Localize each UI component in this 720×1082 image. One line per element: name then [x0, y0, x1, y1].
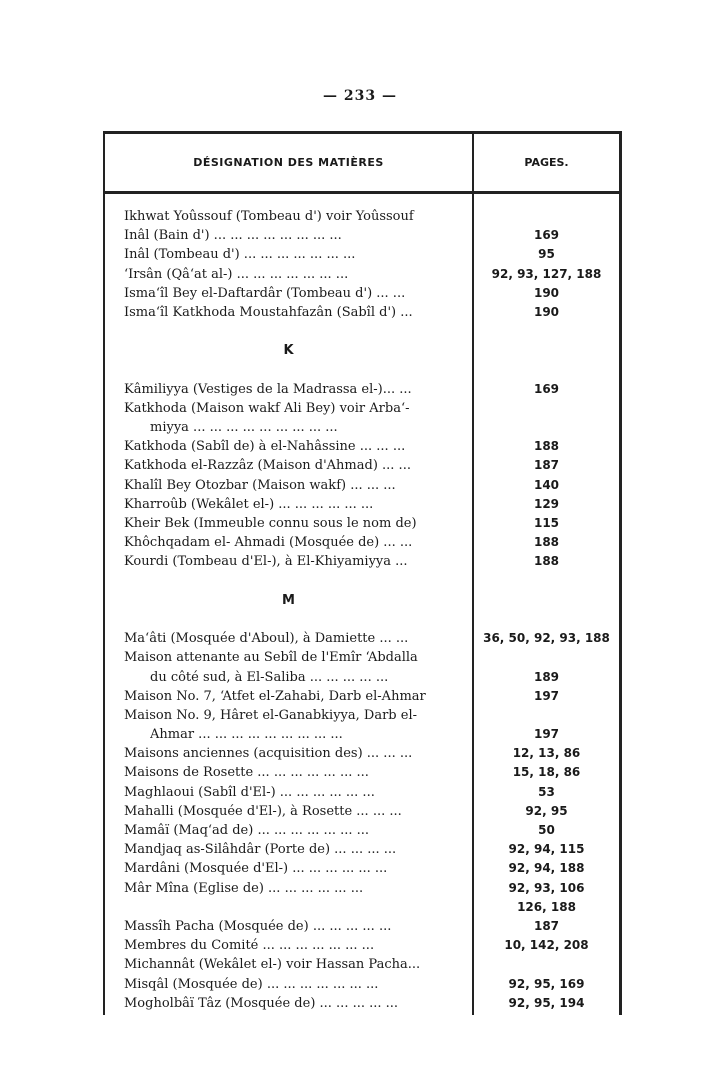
entry-designation: Kheir Bek (Immeuble connu sous le nom de) [124, 516, 417, 531]
entry-pages: 15, 18, 86 [512, 765, 581, 780]
entry-pages: 129 [533, 496, 560, 511]
entry-designation: Misqâl (Mosquée de) ... ... ... ... ... ... ... [124, 976, 379, 992]
entry-pages: 95 [538, 247, 555, 262]
index-entry [105, 802, 619, 821]
entry-designation: Maison No. 7, ʻAtfet el-Zahabi, Darb el-Ahmar [124, 688, 426, 704]
entry-designation: miyya ... ... ... ... ... ... ... ... ... [150, 420, 338, 436]
index-entry [105, 361, 619, 380]
entry-designation: Katkhoda (Sabîl de) à el-Nahâssine ... ... ... [124, 439, 406, 455]
entry-designation: Mahalli (Mosquée d'El-), à Rosette ... ... ... [124, 803, 402, 819]
entry-designation: Inâl (Tombeau d') ... ... ... ... ... ... ... [124, 247, 356, 263]
entry-designation: Mardâni (Mosquée d'El-) ... ... ... ... ... ... [124, 861, 388, 877]
entry-designation: Maison No. 9, Hâret el-Ganabkiyya, Darb el- [124, 707, 417, 723]
index-entry [105, 821, 619, 840]
index-entries [105, 207, 619, 1013]
entry-designation: Maghlaoui (Sabîl d'El-) ... ... ... ... ... ... [124, 784, 375, 800]
entry-pages: 189 [533, 669, 560, 684]
index-entry [105, 610, 619, 629]
entry-pages: 10, 142, 208 [504, 938, 589, 953]
entry-pages: 92, 93, 106 [508, 880, 585, 895]
index-entry [105, 783, 619, 802]
section-letter [105, 591, 619, 610]
entry-pages: 188 [533, 535, 560, 550]
index-entry [105, 207, 619, 226]
index-entry [105, 917, 619, 936]
entry-pages: 187 [533, 918, 560, 933]
entry-designation: Mandjaq as-Silâhdâr (Porte de) ... ... ... ... [124, 842, 397, 858]
entry-designation: Khôchqadam el- Ahmadi (Mosquée de) ... ... [124, 535, 413, 551]
index-entry [105, 418, 619, 437]
index-entry [105, 245, 619, 264]
entry-pages: 12, 13, 86 [512, 746, 581, 761]
index-entry [105, 552, 619, 571]
index-entry [105, 763, 619, 782]
entry-designation: Maisons de Rosette ... ... ... ... ... ... ... [124, 765, 369, 781]
section-letter-label: K [283, 343, 294, 359]
index-entry [105, 706, 619, 725]
entry-pages: 92, 95 [525, 803, 568, 818]
entry-designation: Katkhoda el-Razzâz (Maison d'Ahmad) ... ... [124, 458, 411, 474]
index-entry [105, 456, 619, 475]
index-entry [105, 744, 619, 763]
entry-pages: 140 [533, 477, 560, 492]
entry-pages: 188 [533, 554, 560, 569]
index-entry [105, 687, 619, 706]
index-entry [105, 495, 619, 514]
entry-designation: Mogholbâï Tâz (Mosquée de) ... ... ... ... ... [124, 995, 399, 1011]
entry-designation: Maʻâti (Mosquée d'Aboul), à Damiette ... ... [124, 631, 409, 647]
entry-designation: Kharroûb (Wekâlet el-) ... ... ... ... ... ... [124, 496, 374, 512]
entry-pages: 169 [533, 381, 560, 396]
index-entry [105, 380, 619, 399]
entry-pages: 190 [533, 285, 560, 300]
designation-header: DÉSIGNATION DES MATIÈRES [193, 156, 384, 169]
entry-designation: Inâl (Bain d') ... ... ... ... ... ... ... ... [124, 228, 342, 244]
entry-pages: 115 [533, 516, 560, 530]
index-entry [105, 476, 619, 495]
index-entry [105, 265, 619, 284]
entry-designation: Ismaʻîl Katkhoda Moustahfazân (Sabîl d') ... [124, 304, 413, 320]
entry-pages: 169 [533, 228, 560, 243]
entry-pages: 92, 94, 115 [508, 842, 585, 857]
section-letter-label: M [282, 592, 295, 608]
entry-designation: Ahmar ... ... ... ... ... ... ... ... ... [150, 727, 343, 743]
index-entry [105, 437, 619, 456]
index-entry [105, 572, 619, 591]
entry-designation: Katkhoda (Maison wakf Ali Bey) voir Arbaʻ- [124, 400, 410, 416]
entry-designation: Khalîl Bey Otozbar (Maison wakf) ... ... ... [124, 477, 396, 493]
index-entry [105, 322, 619, 341]
entry-pages: 36, 50, 92, 93, 188 [483, 631, 610, 646]
index-entry [105, 725, 619, 744]
entry-pages: 197 [533, 727, 560, 742]
entry-designation: Ikhwat Yoûssouf (Tombeau d') voir Yoûssouf [124, 209, 414, 224]
entry-pages: 50 [538, 823, 555, 837]
index-entry [105, 955, 619, 974]
index-entry [105, 994, 619, 1013]
entry-pages: 92, 94, 188 [508, 861, 585, 876]
index-entry [105, 303, 619, 322]
page-number: — 233 — [323, 88, 397, 104]
pages-header: PAGES. [524, 156, 569, 169]
index-entry [105, 840, 619, 859]
index-entry [105, 898, 619, 917]
entry-designation: Michannât (Wekâlet el-) voir Hassan Pacha... [124, 957, 421, 973]
entry-designation: Kâmiliyya (Vestiges de la Madrassa el-)... ... [124, 381, 412, 397]
table-header [105, 134, 619, 194]
entry-designation: du côté sud, à El-Saliba ... ... ... ... ... [150, 669, 389, 685]
entry-designation: Maison attenante au Sebîl de l'Emîr ʻAbdalla [124, 650, 418, 666]
index-entry [105, 936, 619, 955]
entry-pages: 197 [533, 688, 560, 703]
index-entry [105, 668, 619, 687]
entry-pages: 187 [533, 458, 560, 473]
index-entry [105, 533, 619, 552]
index-entry [105, 975, 619, 994]
entry-pages: 53 [538, 784, 555, 799]
entry-pages: 190 [533, 304, 560, 319]
index-entry [105, 399, 619, 418]
index-entry [105, 226, 619, 245]
index-table [103, 131, 622, 1015]
entry-designation: Maisons anciennes (acquisition des) ... ... ... [124, 746, 413, 762]
section-letter [105, 341, 619, 360]
entry-designation: ʻIrsân (Qâʻat al-) ... ... ... ... ... ... ... [124, 266, 349, 282]
entry-pages: 126, 188 [517, 899, 576, 914]
entry-pages: 92, 95, 194 [508, 995, 585, 1010]
entry-pages: 188 [533, 439, 560, 454]
entry-designation: Kourdi (Tombeau d'El-), à El-Khiyamiyya ... [124, 554, 408, 570]
entry-designation: Mamâï (Maqʻad de) ... ... ... ... ... ... ... [124, 823, 370, 838]
entry-designation: Mâr Mîna (Eglise de) ... ... ... ... ... ... [124, 880, 364, 896]
index-entry [105, 648, 619, 667]
index-entry [105, 284, 619, 303]
index-entry [105, 879, 619, 898]
index-entry [105, 859, 619, 878]
entry-designation: Massîh Pacha (Mosquée de) ... ... ... ... ... [124, 918, 392, 934]
entry-pages: 92, 93, 127, 188 [491, 266, 602, 281]
entry-pages: 92, 95, 169 [508, 976, 585, 991]
index-entry [105, 629, 619, 648]
index-entry [105, 514, 619, 533]
entry-designation: Membres du Comité ... ... ... ... ... ... ... [124, 938, 375, 954]
entry-designation: Ismaʻîl Bey el-Daftardâr (Tombeau d') ... ... [124, 285, 406, 301]
